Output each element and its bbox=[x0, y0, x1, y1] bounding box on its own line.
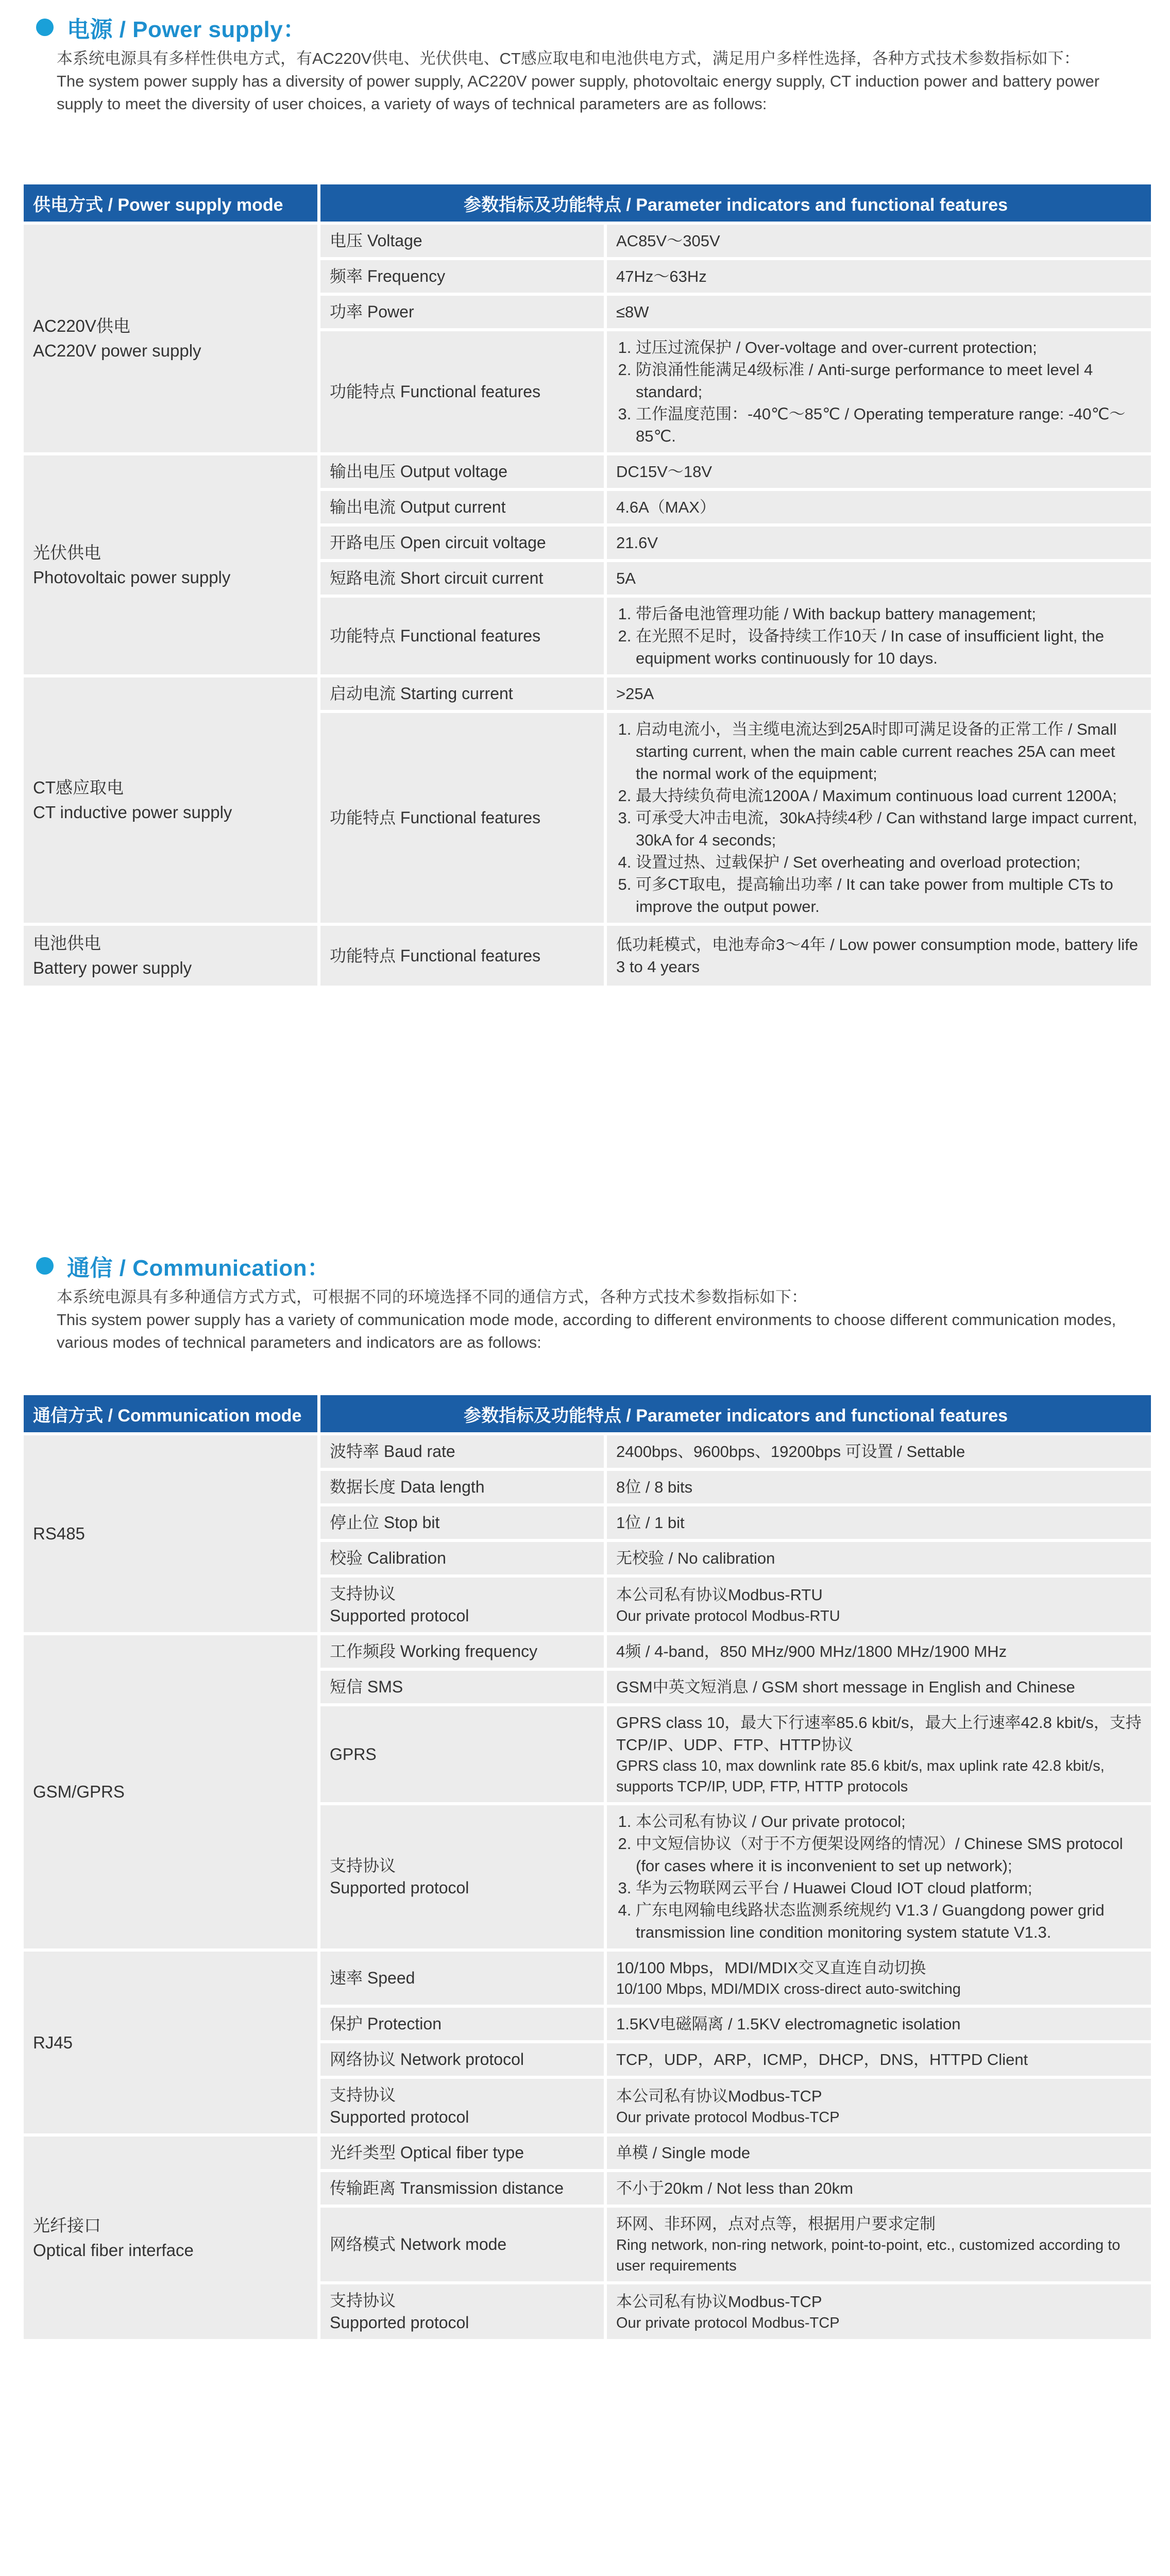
value-cell bbox=[607, 2079, 1151, 2133]
parameter-cell bbox=[320, 2208, 604, 2281]
parameter-en: Functional features bbox=[400, 626, 541, 645]
parameter-cell bbox=[320, 2008, 604, 2040]
parameter-zh: 光纤类型 bbox=[330, 2143, 396, 2162]
feature-item: 1. 本公司私有协议 / Our private protocol; bbox=[636, 1810, 1142, 1833]
value-text: DC15V～18V bbox=[616, 463, 713, 481]
feature-item: 2. 最大持续负荷电流1200A / Maximum continuous load current 1200A; bbox=[636, 785, 1142, 807]
power-intro-zh: 本系统电源具有多样性供电方式，有AC220V供电、光伏供电、CT感应取电和电池供电方式，满足用户多样性选择，各种方式技术参数指标如下： bbox=[57, 49, 1080, 67]
group-name-zh: GSM/GPRS bbox=[33, 1782, 125, 1801]
parameter-en: Stop bit bbox=[383, 1513, 440, 1532]
comm-intro-en: This system power supply has a variety of communication mode mode, according to different environments to choose different communication modes, various modes of technical parameters and indicators are as follows: bbox=[57, 1311, 1116, 1351]
parameter-en: Functional features bbox=[400, 946, 541, 965]
table-row bbox=[24, 926, 1151, 986]
parameter-cell bbox=[320, 1635, 604, 1668]
group-cell bbox=[24, 455, 317, 674]
parameter-zh: 电压 bbox=[330, 231, 363, 250]
comm-col2-header: 参数指标及功能特点 / Parameter indicators and functional features bbox=[320, 1395, 1151, 1432]
parameter-zh: 短路电流 bbox=[330, 569, 396, 587]
parameter-zh: 支持协议 bbox=[330, 2291, 396, 2310]
group-cell bbox=[24, 677, 317, 923]
value-text: 不小于20km / Not less than 20km bbox=[616, 2179, 853, 2197]
value-cell bbox=[607, 1435, 1151, 1468]
parameter-en: Calibration bbox=[367, 1549, 446, 1567]
value-text: 本公司私有协议Modbus-TCP bbox=[616, 2087, 822, 2105]
value-cell bbox=[607, 260, 1151, 293]
parameter-cell bbox=[320, 260, 604, 293]
feature-item: 1. 过压过流保护 / Over-voltage and over-current protection; bbox=[636, 336, 1142, 359]
parameter-en: SMS bbox=[367, 1677, 403, 1696]
parameter-en: Output voltage bbox=[400, 462, 508, 481]
group-cell bbox=[24, 2137, 317, 2339]
parameter-en: Output current bbox=[400, 498, 506, 516]
parameter-cell bbox=[320, 1506, 604, 1539]
value-text: 1位 / 1 bit bbox=[616, 1514, 685, 1532]
feature-item: 3. 可承受大冲击电流，30kA持续4秒 / Can withstand large impact current, 30kA for 4 seconds; bbox=[636, 807, 1142, 851]
comm-intro-zh: 本系统电源具有多种通信方式方式，可根据不同的环境选择不同的通信方式，各种方式技术参数指标如下： bbox=[57, 1288, 807, 1306]
parameter-cell bbox=[320, 1578, 604, 1632]
parameter-cell bbox=[320, 677, 604, 710]
comm-heading bbox=[36, 1248, 330, 1284]
power-supply-table bbox=[21, 181, 1154, 989]
feature-item: 4. 设置过热、过载保护 / Set overheating and overload protection; bbox=[636, 851, 1142, 873]
parameter-cell bbox=[320, 331, 604, 452]
comm-heading-text: 通信 / Communication： bbox=[67, 1256, 330, 1281]
parameter-en: Network protocol bbox=[400, 2050, 524, 2069]
parameter-zh: 校验 bbox=[330, 1549, 363, 1567]
parameter-en: Functional features bbox=[400, 808, 541, 827]
parameter-cell bbox=[320, 1542, 604, 1574]
feature-item: 5. 可多CT取电，提高输出功率 / It can take power from multiple CTs to improve the output power. bbox=[636, 873, 1142, 918]
parameter-cell bbox=[320, 713, 604, 923]
value-text-en: 10/100 Mbps, MDI/MDIX cross-direct auto-switching bbox=[616, 1981, 961, 1997]
value-cell bbox=[607, 562, 1151, 595]
comm-col1-header: 通信方式 / Communication mode bbox=[24, 1395, 317, 1432]
value-cell bbox=[607, 1471, 1151, 1503]
feature-item: 3. 华为云物联网云平台 / Huawei Cloud IOT cloud platform; bbox=[636, 1877, 1142, 1899]
group-cell bbox=[24, 225, 317, 452]
feature-list bbox=[616, 603, 1142, 669]
parameter-cell bbox=[320, 598, 604, 674]
parameter-zh: 输出电流 bbox=[330, 498, 396, 516]
parameter-zh: 功能特点 bbox=[330, 946, 396, 965]
power-heading bbox=[36, 9, 306, 45]
parameter-en: Power bbox=[367, 302, 414, 321]
parameter-en: Supported protocol bbox=[330, 2108, 469, 2126]
parameter-zh: 速率 bbox=[330, 1969, 363, 1987]
value-text: 4.6A（MAX） bbox=[616, 498, 716, 516]
feature-item: 2. 中文短信协议（对于不方便架设网络的情况）/ Chinese SMS protocol (for cases where it is inconvenient to set up network); bbox=[636, 1833, 1142, 1877]
value-cell bbox=[607, 1542, 1151, 1574]
table-row bbox=[24, 677, 1151, 710]
value-text: 2400bps、9600bps、19200bps 可设置 / Settable bbox=[616, 1443, 965, 1461]
value-text: 5A bbox=[616, 569, 636, 587]
group-name-zh: RJ45 bbox=[33, 2032, 73, 2052]
parameter-cell bbox=[320, 296, 604, 328]
parameter-cell bbox=[320, 527, 604, 559]
feature-item: 1. 启动电流小，当主缆电流达到25A时即可满足设备的正常工作 / Small starting current, when the main cable current reaches 25A can meet the normal work of the equipment; bbox=[636, 718, 1142, 785]
power-col2-header: 参数指标及功能特点 / Parameter indicators and functional features bbox=[320, 184, 1151, 222]
power-heading-text: 电源 / Power supply： bbox=[67, 17, 306, 42]
value-text: 8位 / 8 bits bbox=[616, 1478, 693, 1496]
group-name-en: Photovoltaic power supply bbox=[33, 567, 231, 587]
value-text: GSM中英文短消息 / GSM short message in English and Chinese bbox=[616, 1678, 1075, 1696]
parameter-en: Starting current bbox=[400, 684, 513, 703]
power-intro-en: The system power supply has a diversity of power supply, AC220V power supply, photovoltaic energy supply, CT induction power and battery power supply to meet the diversity of user choices, a variety of ways of technical parameters are as follows: bbox=[57, 72, 1100, 113]
value-text-en: Our private protocol Modbus-TCP bbox=[616, 2109, 840, 2126]
feature-item: 2. 防浪涌性能满足4级标准 / Anti-surge performance to meet level 4 standard; bbox=[636, 359, 1142, 403]
value-cell bbox=[607, 1635, 1151, 1668]
table-row bbox=[24, 2137, 1151, 2169]
parameter-zh: 频率 bbox=[330, 267, 363, 285]
parameter-zh: 输出电压 bbox=[330, 462, 396, 481]
value-text: 本公司私有协议Modbus-TCP bbox=[616, 2292, 822, 2311]
value-cell bbox=[607, 527, 1151, 559]
power-col1-header: 供电方式 / Power supply mode bbox=[24, 184, 317, 222]
group-name-zh: 电池供电 bbox=[33, 934, 101, 953]
value-cell bbox=[607, 2284, 1151, 2339]
group-name-en: CT inductive power supply bbox=[33, 803, 232, 822]
table-row bbox=[24, 225, 1151, 257]
parameter-cell bbox=[320, 491, 604, 523]
parameter-zh: 网络模式 bbox=[330, 2235, 396, 2253]
parameter-zh: 支持协议 bbox=[330, 1856, 396, 1875]
value-text-en: GPRS class 10, max downlink rate 85.6 kbit/s, max uplink rate 42.8 kbit/s, supports TCP/IP, UDP, FTP, HTTP protocols bbox=[616, 1758, 1105, 1795]
group-name-zh: AC220V供电 bbox=[33, 316, 130, 335]
value-text: AC85V～305V bbox=[616, 232, 720, 250]
parameter-cell bbox=[320, 1805, 604, 1948]
feature-item: 3. 工作温度范围：-40℃～85℃ / Operating temperature range: -40℃～85℃. bbox=[636, 403, 1142, 447]
parameter-zh: 保护 bbox=[330, 2014, 363, 2033]
parameter-cell bbox=[320, 2079, 604, 2133]
value-cell bbox=[607, 926, 1151, 986]
parameter-zh: 停止位 bbox=[330, 1513, 380, 1532]
parameter-cell bbox=[320, 926, 604, 986]
table-row bbox=[24, 1952, 1151, 2005]
feature-list bbox=[616, 718, 1142, 918]
value-text: 环网、非环网，点对点等，根据用户要求定制 bbox=[616, 2215, 936, 2233]
parameter-zh: 支持协议 bbox=[330, 1584, 396, 1603]
group-cell bbox=[24, 926, 317, 986]
parameter-cell bbox=[320, 1471, 604, 1503]
feature-list bbox=[616, 1810, 1142, 1943]
value-cell bbox=[607, 2137, 1151, 2169]
parameter-zh: GPRS bbox=[330, 1744, 377, 1764]
value-text: 4频 / 4-band，850 MHz/900 MHz/1800 MHz/1900 MHz bbox=[616, 1642, 1007, 1660]
value-cell bbox=[607, 2172, 1151, 2205]
parameter-zh: 开路电压 bbox=[330, 533, 396, 552]
value-cell bbox=[607, 331, 1151, 452]
group-name-zh: 光伏供电 bbox=[33, 543, 101, 562]
value-text: >25A bbox=[616, 685, 654, 703]
feature-item: 2. 在光照不足时，设备持续工作10天 / In case of insufficient light, the equipment works continuously for 10 days. bbox=[636, 625, 1142, 669]
parameter-en: Supported protocol bbox=[330, 2313, 469, 2332]
value-text: 低功耗模式，电池寿命3～4年 / Low power consumption mode, battery life 3 to 4 years bbox=[616, 936, 1139, 976]
parameter-en: Short circuit current bbox=[400, 569, 544, 587]
parameter-cell bbox=[320, 2284, 604, 2339]
parameter-en: Supported protocol bbox=[330, 1606, 469, 1625]
parameter-en: Supported protocol bbox=[330, 1878, 469, 1897]
value-text: 本公司私有协议Modbus-RTU bbox=[616, 1585, 823, 1604]
parameter-en: Transmission distance bbox=[400, 2179, 564, 2197]
value-text: GPRS class 10，最大下行速率85.6 kbit/s，最大上行速率42.8 kbit/s，支持TCP/IP、UDP、FTP、HTTP协议 bbox=[616, 1714, 1142, 1754]
parameter-cell bbox=[320, 1671, 604, 1703]
feature-item: 1. 带后备电池管理功能 / With backup battery management; bbox=[636, 603, 1142, 625]
table-row bbox=[24, 455, 1151, 488]
parameter-cell bbox=[320, 562, 604, 595]
value-cell bbox=[607, 1506, 1151, 1539]
parameter-cell bbox=[320, 1706, 604, 1802]
parameter-cell bbox=[320, 1435, 604, 1468]
value-cell bbox=[607, 455, 1151, 488]
feature-list bbox=[616, 336, 1142, 447]
value-text: 无校验 / No calibration bbox=[616, 1549, 775, 1567]
group-name-zh: CT感应取电 bbox=[33, 778, 124, 797]
value-text-en: Ring network, non-ring network, point-to-point, etc., customized according to user requirements bbox=[616, 2237, 1121, 2274]
parameter-en: Speed bbox=[367, 1969, 415, 1987]
parameter-zh: 短信 bbox=[330, 1677, 363, 1696]
value-cell bbox=[607, 491, 1151, 523]
parameter-cell bbox=[320, 2172, 604, 2205]
value-cell bbox=[607, 1952, 1151, 2005]
parameter-zh: 数据长度 bbox=[330, 1478, 396, 1496]
value-cell bbox=[607, 225, 1151, 257]
parameter-en: Voltage bbox=[367, 231, 422, 250]
parameter-zh: 功能特点 bbox=[330, 382, 396, 401]
power-intro bbox=[57, 47, 1133, 115]
group-name-en: Optical fiber interface bbox=[33, 2240, 194, 2260]
value-text-en: Our private protocol Modbus-TCP bbox=[616, 2314, 840, 2331]
parameter-en: Working frequency bbox=[400, 1642, 538, 1660]
value-cell bbox=[607, 2008, 1151, 2040]
parameter-cell bbox=[320, 1952, 604, 2005]
value-text-en: Our private protocol Modbus-RTU bbox=[616, 1607, 840, 1624]
group-name-en: AC220V power supply bbox=[33, 341, 201, 360]
group-name-zh: RS485 bbox=[33, 1524, 85, 1543]
group-name-zh: 光纤接口 bbox=[33, 2215, 101, 2235]
parameter-zh: 波特率 bbox=[330, 1442, 380, 1461]
value-cell bbox=[607, 2208, 1151, 2281]
value-cell bbox=[607, 1706, 1151, 1802]
value-text: 10/100 Mbps，MDI/MDIX交叉直连自动切换 bbox=[616, 1959, 926, 1977]
group-cell bbox=[24, 1635, 317, 1948]
communication-table bbox=[21, 1392, 1154, 2342]
value-cell bbox=[607, 1578, 1151, 1632]
table-row bbox=[24, 1635, 1151, 1668]
parameter-cell bbox=[320, 225, 604, 257]
parameter-cell bbox=[320, 455, 604, 488]
parameter-en: Network mode bbox=[400, 2235, 507, 2253]
parameter-en: Open circuit voltage bbox=[400, 533, 546, 552]
parameter-zh: 网络协议 bbox=[330, 2050, 396, 2069]
parameter-en: Optical fiber type bbox=[400, 2143, 524, 2162]
parameter-zh: 启动电流 bbox=[330, 684, 396, 703]
value-cell bbox=[607, 713, 1151, 923]
parameter-en: Protection bbox=[367, 2014, 442, 2033]
parameter-cell bbox=[320, 2137, 604, 2169]
parameter-zh: 工作频段 bbox=[330, 1642, 396, 1660]
value-text: 单模 / Single mode bbox=[616, 2144, 751, 2162]
value-text: TCP，UDP，ARP，ICMP，DHCP，DNS，HTTPD Client bbox=[616, 2050, 1028, 2069]
comm-intro bbox=[57, 1286, 1133, 1354]
bullet-dot-icon bbox=[36, 19, 54, 36]
value-cell bbox=[607, 677, 1151, 710]
value-cell bbox=[607, 296, 1151, 328]
parameter-cell bbox=[320, 2043, 604, 2076]
parameter-zh: 功能特点 bbox=[330, 808, 396, 827]
group-cell bbox=[24, 1952, 317, 2133]
value-text: 1.5KV电磁隔离 / 1.5KV electromagnetic isolation bbox=[616, 2015, 961, 2033]
feature-item: 4. 广东电网输电线路状态监测系统规约 V1.3 / Guangdong power grid transmission line condition monitoring system statute V1.3. bbox=[636, 1899, 1142, 1943]
parameter-en: Frequency bbox=[367, 267, 446, 285]
parameter-zh: 功能特点 bbox=[330, 626, 396, 645]
group-name-en: Battery power supply bbox=[33, 958, 192, 977]
parameter-en: Baud rate bbox=[383, 1442, 455, 1461]
value-text: ≤8W bbox=[616, 303, 649, 321]
value-cell bbox=[607, 1671, 1151, 1703]
parameter-en: Functional features bbox=[400, 382, 541, 401]
parameter-en: Data length bbox=[400, 1478, 485, 1496]
parameter-zh: 支持协议 bbox=[330, 2086, 396, 2104]
value-cell bbox=[607, 1805, 1151, 1948]
value-cell bbox=[607, 2043, 1151, 2076]
parameter-zh: 功率 bbox=[330, 302, 363, 321]
group-cell bbox=[24, 1435, 317, 1632]
value-text: 47Hz～63Hz bbox=[616, 267, 707, 285]
table-row bbox=[24, 1435, 1151, 1468]
value-text: 21.6V bbox=[616, 534, 658, 552]
parameter-zh: 传输距离 bbox=[330, 2179, 396, 2197]
bullet-dot-icon bbox=[36, 1257, 54, 1275]
value-cell bbox=[607, 598, 1151, 674]
